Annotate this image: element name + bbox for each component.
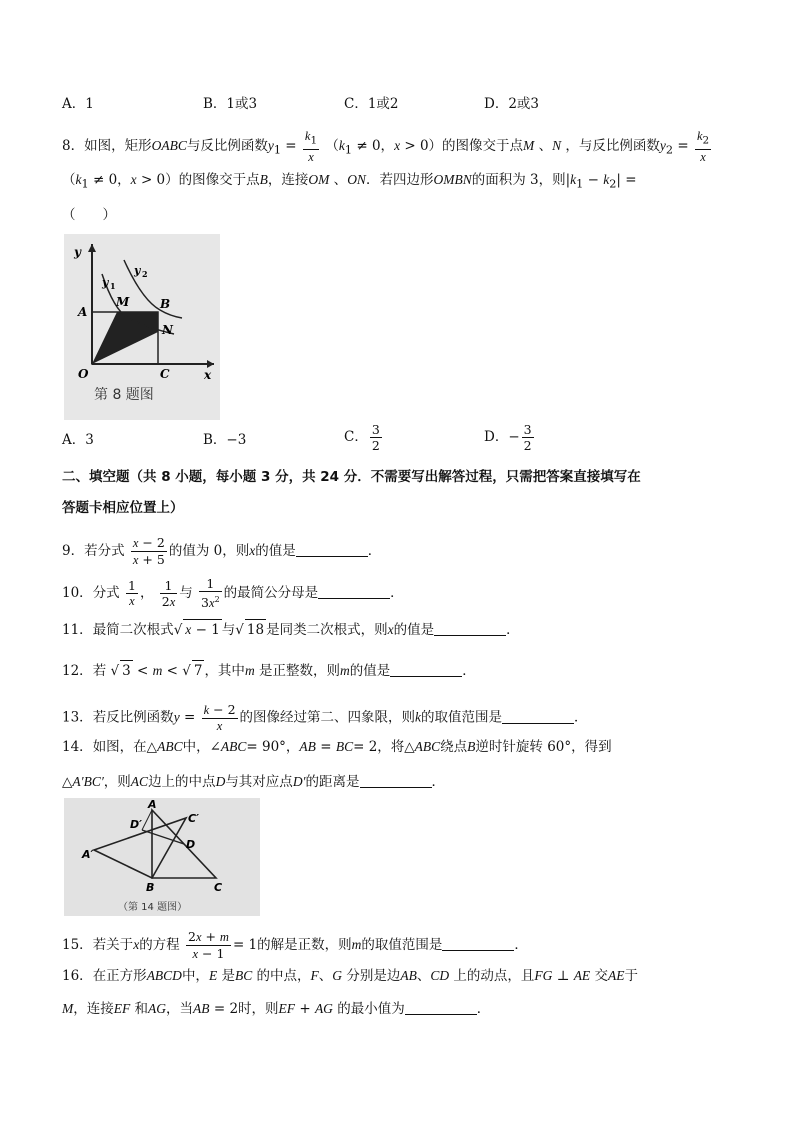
q7-option-d: D．2或3 <box>484 96 540 112</box>
q9: 9．若分式 $\frac{x - 2}{x + 5}$ 的值为 0，则x的值是 ． <box>62 535 382 567</box>
q14-line1: 14．如图，在△ABC中，∠ABC= 90°，AB = BC= 2，将△ABC绕点B逆时针旋转 60°，得到 <box>62 739 612 755</box>
q11: 11．最简二次根式√ x − 1 与√ 18 是同类二次根式，则x的值是 ． <box>62 619 520 640</box>
q16-line1: 16．在正方形ABCD中，E 是BC 的中点，F、G 分别是边AB、CD 上的动点，且FG ⊥ AE 交AE于 <box>62 968 638 984</box>
svg-text:M: M <box>116 295 130 309</box>
svg-text:y: y <box>74 245 81 259</box>
q8-line2: （$k_1 \ne 0$，x > 0）的图像交于点B，连接OM 、ON．若四边形OMBN的面积为 3，则$|k_1 - k_2|$ = <box>62 172 637 191</box>
svg-text:y: y <box>102 276 109 289</box>
svg-text:C: C <box>160 367 170 381</box>
svg-text:y: y <box>134 264 141 277</box>
svg-text:B: B <box>146 881 155 894</box>
q14-line2: △A′BC′，则AC边上的中点D与其对应点D′的距离是 ． <box>62 774 446 790</box>
q10: 10．分式 $\frac{1}{x}$ ， $\frac{1}{2x}$ 与 $\frac{1}{3x^2}$ 的最简公分母是 ． <box>62 576 404 611</box>
svg-text:C′: C′ <box>188 812 199 825</box>
q12: 12．若 √ 3 < m < √ 7 ，其中m 是正整数，则m的值是 ． <box>62 660 476 681</box>
q8-line1: 8．如图，矩形OABC与反比例函数$y_1$ = $\frac{k_1}{x}$ （$k_1 \ne 0$，x > 0）的图像交于点M 、N ，与反比例函数$y_2$ = $\frac{k_2}{x}$ <box>62 129 710 164</box>
svg-text:2: 2 <box>142 269 148 279</box>
q13: 13．若反比例函数y = $\frac{k - 2}{x}$ 的图像经过第二、四象限，则k的取值范围是 ． <box>62 702 588 733</box>
q7-option-b: B．1或3 <box>203 96 258 112</box>
svg-text:B: B <box>160 297 171 311</box>
svg-text:A: A <box>78 305 88 319</box>
q10-answer-blank[interactable] <box>318 584 390 599</box>
figure-14 <box>64 798 260 916</box>
q13-answer-blank[interactable] <box>502 709 574 724</box>
q14-answer-blank[interactable] <box>360 773 432 788</box>
svg-text:O: O <box>78 367 89 381</box>
q7-option-a: A．1 <box>62 96 94 112</box>
figure-8 <box>64 234 220 420</box>
figure-8-caption: 第 8 题图 <box>94 387 154 403</box>
svg-text:x: x <box>204 368 212 382</box>
q8-bracket: （ ） <box>62 207 116 223</box>
section2-heading-line1: 二、填空题（共 8 小题，每小题 3 分，共 24 分．不需要写出解答过程，只需把答案直接填写在 <box>62 469 641 485</box>
svg-text:A′: A′ <box>82 848 94 861</box>
q11-answer-blank[interactable] <box>434 621 506 636</box>
q15: 15．若关于x的方程 $\frac{2x + m}{x - 1}$ = 1的解是正数，则m的取值范围是 ． <box>62 929 528 961</box>
q15-answer-blank[interactable] <box>442 936 514 951</box>
svg-text:D: D <box>186 838 196 851</box>
svg-text:D′: D′ <box>130 818 143 831</box>
q9-answer-blank[interactable] <box>296 542 368 557</box>
svg-text:A: A <box>148 798 157 811</box>
q8-option-c: C． $\frac{3}{2}$ <box>344 422 380 453</box>
q8-option-d: D．− $\frac{3}{2}$ <box>484 422 532 453</box>
q7-option-c: C．1或2 <box>344 96 399 112</box>
svg-text:N: N <box>162 323 173 337</box>
svg-text:1: 1 <box>110 281 116 291</box>
q16-answer-blank[interactable] <box>405 1000 477 1015</box>
q12-answer-blank[interactable] <box>390 662 462 677</box>
section2-heading-line2: 答题卡相应位置上） <box>62 500 184 516</box>
q16-line2: M，连接EF 和AG，当AB = 2时，则EF + AG 的最小值为 ． <box>62 1001 491 1017</box>
figure-14-caption: （第 14 题图） <box>118 902 188 913</box>
q8-option-a: A．3 <box>62 432 94 448</box>
svg-text:C: C <box>214 881 223 894</box>
q8-option-b: B．−3 <box>203 432 247 448</box>
